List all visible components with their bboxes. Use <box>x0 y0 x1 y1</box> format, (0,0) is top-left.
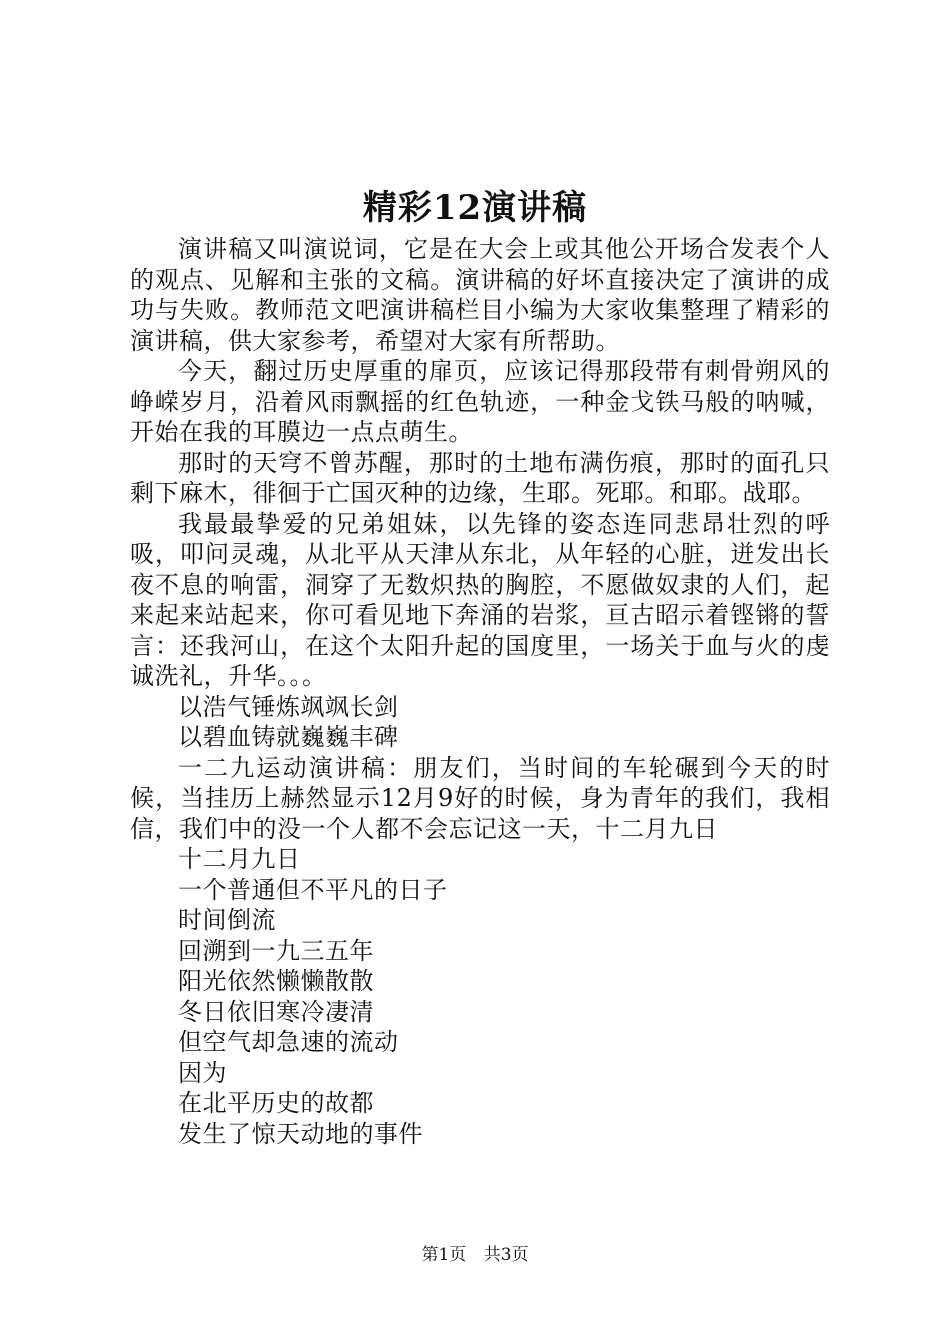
verse-line: 回溯到一九三五年 <box>178 936 374 965</box>
verse-line: 因为 <box>178 1058 227 1087</box>
paragraph-today: 今天，翻过历史厚重的扉页，应该记得那段带有刺骨朔风的峥嵘岁月，沿着风雨飘摇的红色轨迹，一种金戈铁马般的呐喊，开始在我的耳膜边一点点萌生。 <box>130 357 830 446</box>
verse-line: 但空气却急速的流动 <box>178 1028 399 1056</box>
paragraph-speech: 一二九运动演讲稿：朋友们，当时间的车轮碾到今天的时候，当挂历上赫然显示12月9好的时候，身为青年的我们，我相信，我们中的没一个人都不会忘记这一天，十二月九日 <box>130 753 830 843</box>
document-title: 精彩12演讲稿 <box>362 188 588 228</box>
verse-line: 以浩气锤炼飒飒长剑 <box>178 692 399 721</box>
verse-line: 在北平历史的故都 <box>178 1089 374 1117</box>
paragraph-then: 那时的天穹不曾苏醒，那时的土地布满伤痕，那时的面孔只剩下麻木，徘徊于亡国灭种的边缘，生耶。死耶。和耶。战耶。 <box>130 448 830 507</box>
page-footer <box>0 1243 950 1267</box>
verse-line: 十二月九日 <box>178 845 301 873</box>
page-number: 第1页 <box>421 1245 467 1265</box>
paragraph-intro: 演讲稿又叫演说词，它是在大会上或其他公开场合发表个人的观点、见解和主张的文稿。演讲稿的好坏直接决定了演讲的成功与失败。教师范文吧演讲稿栏目小编为大家收集整理了精彩的演讲稿，供大家参考，希望对大家有所帮助。 <box>130 235 830 355</box>
verse-line: 阳光依然懒懒散散 <box>178 967 374 995</box>
page-total: 共3页 <box>483 1245 529 1265</box>
paragraph-brothers: 我最最挚爱的兄弟姐妹，以先锋的姿态连同悲昂壮烈的呼吸，叩问灵魂，从北平从天津从东北，从年轻的心脏，迸发出长夜不息的响雷，洞穿了无数炽热的胸腔，不愿做奴隶的人们，起来起来站起来，你可看见地下奔涌的岩浆，亘古昭示着铿锵的誓言：还我河山，在这个太阳升起的国度里，一场关于血与火的虔诚洗礼，升华。。。 <box>130 509 830 690</box>
verse-line: 时间倒流 <box>178 906 276 934</box>
verse-line: 一个普通但不平凡的日子 <box>178 875 448 904</box>
verse-line: 以碧血铸就巍巍丰碑 <box>178 723 399 751</box>
verse-line: 发生了惊天动地的事件 <box>178 1119 423 1148</box>
verse-line: 冬日依旧寒冷凄清 <box>178 997 374 1026</box>
document-body <box>130 234 830 1149</box>
